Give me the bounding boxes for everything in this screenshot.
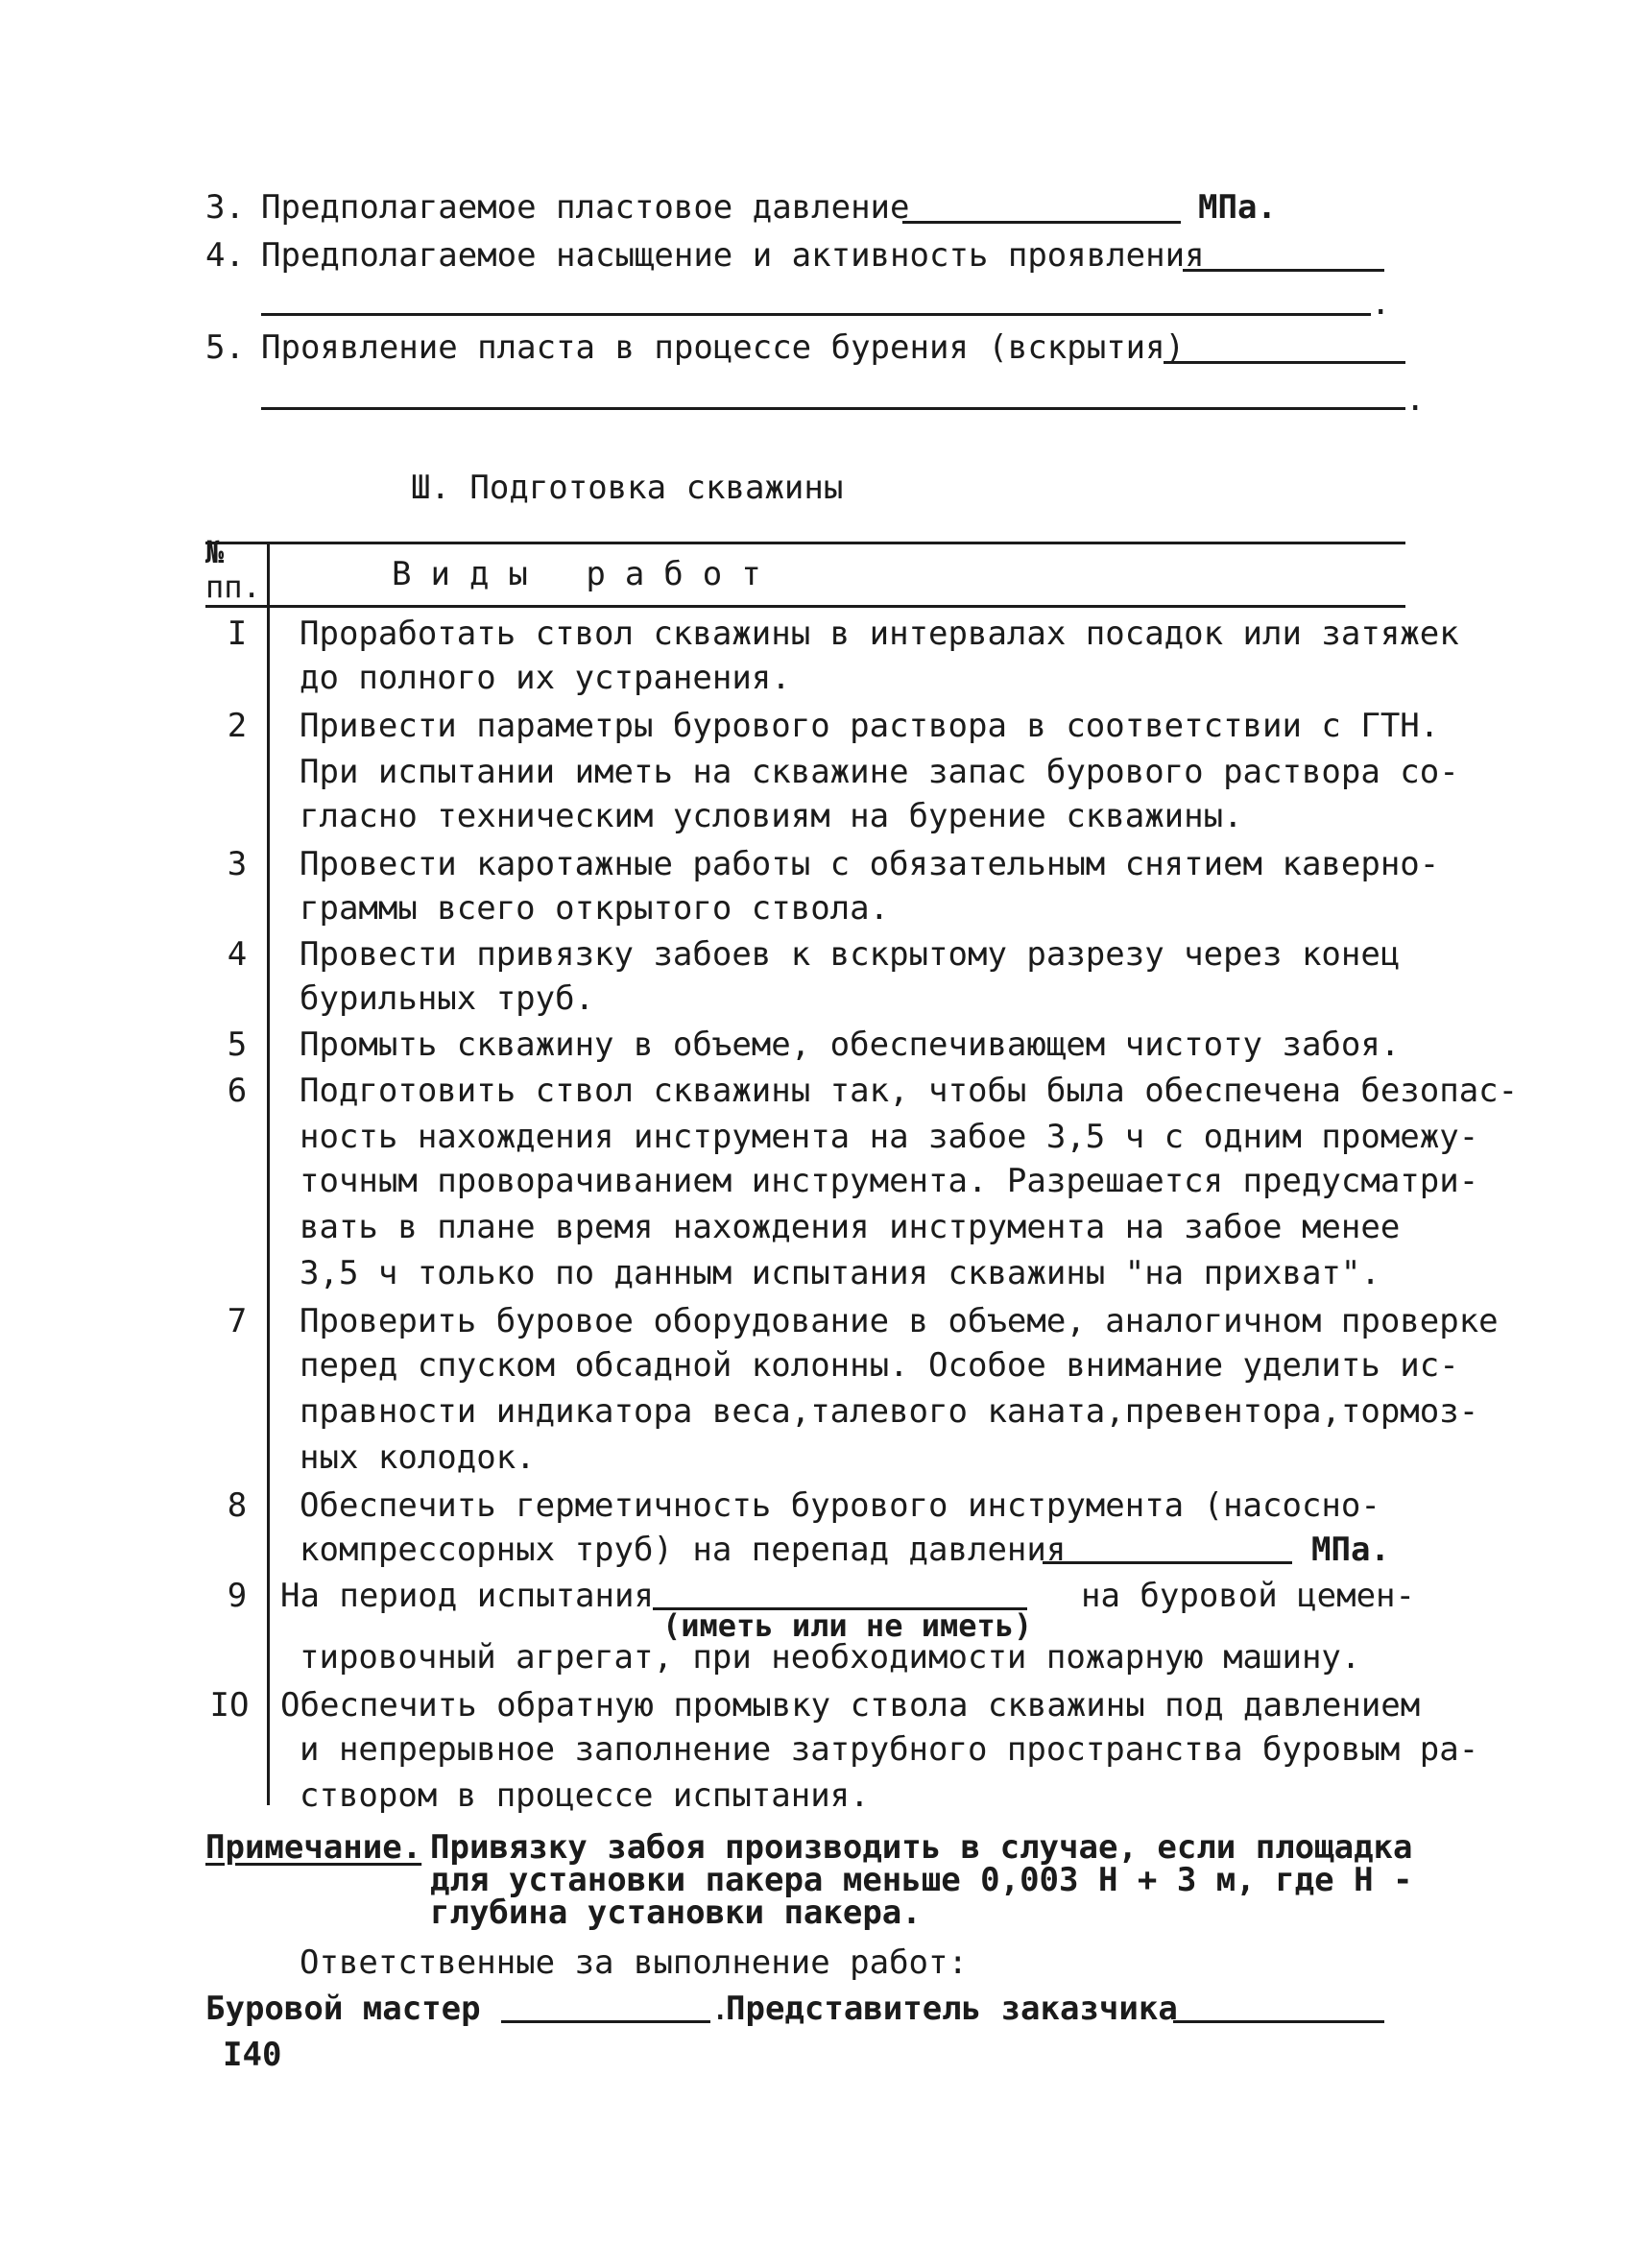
row-number: 3 — [227, 845, 248, 883]
customer-signature-blank[interactable] — [1173, 2020, 1384, 2023]
row-text: тировочный агрегат, при необходимости пожарную машину. — [300, 1638, 1361, 1677]
row-text: Привести параметры бурового раствора в соответствии с ГТН. — [300, 707, 1440, 745]
row-text: Обеспечить обратную промывку ствола скважины под давлением — [280, 1686, 1421, 1725]
col-num-header-pp: пп. — [205, 568, 261, 605]
row-number: IO — [209, 1686, 250, 1725]
row-number: 6 — [227, 1072, 248, 1110]
field-4-blank-line2[interactable] — [261, 313, 1371, 316]
row-text: створом в процессе испытания. — [300, 1776, 870, 1815]
row-text: На период испытания — [280, 1577, 654, 1615]
table-header-border — [205, 605, 1405, 608]
note-line: для установки пакера меньше 0,003 Н + 3 м, где Н - — [430, 1861, 1413, 1899]
row-text: компрессорных труб) на перепад давления — [300, 1531, 1067, 1569]
row-number: I — [227, 615, 248, 653]
field-3-label: Предполагаемое пластовое давление — [261, 188, 910, 227]
row-text: Проверить буровое оборудование в объеме, аналогичном проверке — [300, 1302, 1499, 1340]
row-text: Провести каротажные работы с обязательным снятием каверно- — [300, 845, 1440, 883]
field-4-label: Предполагаемое насыщение и активность проявления — [261, 236, 1205, 275]
table-top-border — [205, 542, 1405, 544]
field-3-blank[interactable] — [902, 221, 1181, 224]
field-5-label: Проявление пласта в процессе бурения (вскрытия) — [261, 328, 1186, 367]
note-line: Привязку забоя производить в случае, если площадка — [430, 1828, 1413, 1867]
row-number: 4 — [227, 935, 248, 974]
row-number: 5 — [227, 1025, 248, 1064]
field-4-number: 4. — [205, 236, 245, 275]
field-5-period: . — [1405, 380, 1426, 419]
section-title: Ш. Подготовка скважины — [411, 469, 844, 507]
field-5-blank[interactable] — [1164, 361, 1405, 364]
page-number: I40 — [223, 2036, 282, 2074]
row-text: Промыть скважину в объеме, обеспечивающем чистоту забоя. — [300, 1025, 1401, 1064]
row-text: на буровой цемен- — [1081, 1577, 1415, 1615]
row-text: гласно техническим условиям на бурение скважины. — [300, 797, 1243, 835]
field-3-unit: МПа. — [1198, 188, 1277, 227]
row-text: граммы всего открытого ствола. — [300, 889, 890, 928]
col-num-header-symbol: № — [205, 534, 225, 570]
row-text: 3,5 ч только по данным испытания скважины "на прихват". — [300, 1254, 1380, 1292]
row-text: Обеспечить герметичность бурового инструмента (насосно- — [300, 1486, 1380, 1525]
row-number: 2 — [227, 707, 248, 745]
field-5-number: 5. — [205, 328, 245, 367]
row-text: точным проворачиванием инструмента. Разрешается предусматри- — [300, 1162, 1479, 1200]
field-3-number: 3. — [205, 188, 245, 227]
responsible-heading: Ответственные за выполнение работ: — [300, 1943, 968, 1982]
field-5-blank-line2[interactable] — [261, 407, 1405, 410]
row-text: ных колодок. — [300, 1438, 536, 1477]
row-text: Провести привязку забоев к вскрытому разрезу через конец — [300, 935, 1401, 974]
row-text: Подготовить ствол скважины так, чтобы была обеспечена безопас- — [300, 1072, 1519, 1110]
field-4-period: . — [1371, 284, 1391, 323]
customer-label: Представитель заказчика — [726, 1990, 1178, 2028]
row-text: правности индикатора веса,талевого каната,превентора,тормоз- — [300, 1392, 1479, 1431]
pressure-unit: МПа. — [1311, 1531, 1390, 1569]
row-text: перед спуском обсадной колонны. Особое внимание уделить ис- — [300, 1346, 1459, 1385]
row-text: и непрерывное заполнение затрубного пространства буровым ра- — [300, 1730, 1479, 1769]
row-text: до полного их устранения. — [300, 659, 791, 697]
signature-separator: . — [710, 1990, 731, 2028]
driller-label: Буровой мастер — [205, 1990, 481, 2028]
row-hint: (иметь или не иметь) — [662, 1607, 1033, 1644]
note-label: Примечание. — [205, 1828, 422, 1867]
row-text: бурильных труб. — [300, 979, 595, 1018]
field-4-blank[interactable] — [1183, 269, 1384, 272]
row-text: вать в плане время нахождения инструмента на забое менее — [300, 1208, 1401, 1246]
row-number: 8 — [227, 1486, 248, 1525]
col-work-header: Виды работ — [392, 555, 780, 593]
note-line: глубина установки пакера. — [430, 1894, 922, 1932]
table-column-divider — [267, 542, 270, 1805]
row-number: 9 — [227, 1577, 248, 1615]
row-text: Проработать ствол скважины в интервалах посадок или затяжек — [300, 615, 1459, 653]
row-text: При испытании иметь на скважине запас бурового раствора со- — [300, 753, 1459, 791]
driller-signature-blank[interactable] — [501, 2020, 710, 2023]
row-number: 7 — [227, 1302, 248, 1340]
row-text: ность нахождения инструмента на забое 3,5 ч с одним промежу- — [300, 1118, 1479, 1156]
pressure-drop-blank[interactable] — [1043, 1561, 1292, 1564]
